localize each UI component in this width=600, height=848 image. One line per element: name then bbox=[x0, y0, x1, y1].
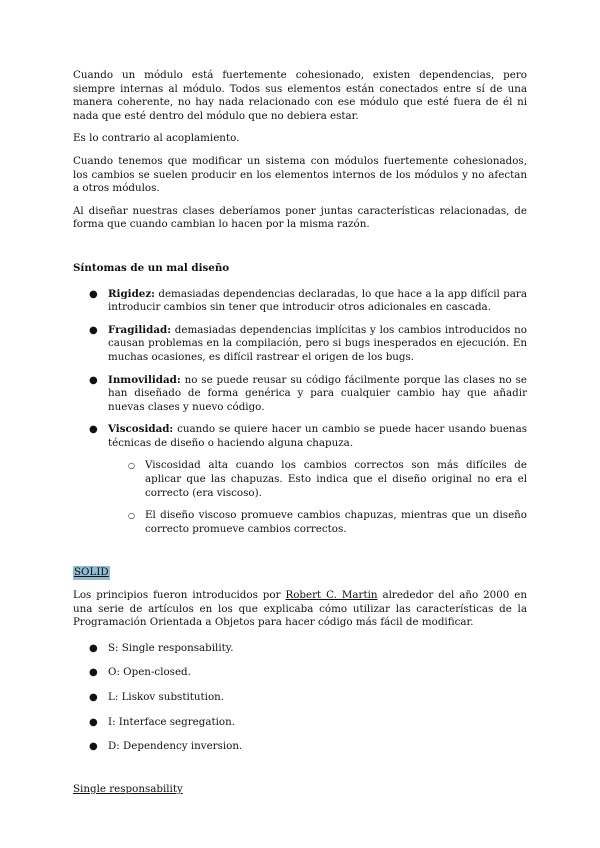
sub-list-item bbox=[73, 459, 527, 500]
paragraph-contrary: Es lo contrario al acoplamiento. bbox=[73, 132, 240, 145]
bullet-icon: ● bbox=[89, 324, 98, 336]
solid-highlight: SOLID bbox=[74, 566, 109, 579]
paragraph-solid-intro bbox=[73, 589, 527, 630]
desc-viscosidad: cuando se quiere hacer un cambio se puede hacer usando buenas técnicas de diseño o haciendo alguna chapuza. bbox=[108, 423, 527, 449]
term-rigidez: Rigidez: bbox=[108, 287, 155, 300]
bullet-icon: ● bbox=[89, 667, 98, 679]
author-link[interactable]: Robert C. Martin bbox=[285, 589, 378, 602]
list-item bbox=[73, 691, 527, 705]
heading-single-responsability bbox=[73, 783, 527, 797]
circle-bullet-icon: ○ bbox=[128, 461, 135, 471]
list-item bbox=[73, 324, 527, 365]
sub-item-text: El diseño viscoso promueve cambios chapuzas, mientras que un diseño correcto promueve cambios correctos. bbox=[145, 509, 527, 535]
bullet-icon: ● bbox=[89, 288, 98, 300]
term-inmovilidad: Inmovilidad: bbox=[108, 373, 181, 386]
principle-i: I: Interface segregation. bbox=[108, 715, 235, 728]
list-item bbox=[73, 666, 527, 680]
solid-intro-text: Los principios fueron introducidos por bbox=[73, 589, 286, 602]
sub-item-text: Viscosidad alta cuando los cambios correctos son más difíciles de aplicar que las chapuzas. Esto indica que el diseño original no era el correcto (era viscoso). bbox=[145, 459, 527, 499]
bullet-icon: ● bbox=[89, 692, 98, 703]
bullet-icon: ● bbox=[89, 716, 98, 728]
principle-d: D: Dependency inversion. bbox=[108, 740, 243, 753]
term-viscosidad: Viscosidad: bbox=[108, 423, 174, 436]
bullet-icon: ● bbox=[89, 642, 98, 654]
heading-sintomas: Síntomas de un mal diseño bbox=[73, 261, 230, 274]
list-item bbox=[73, 288, 527, 315]
solid-principles-list bbox=[73, 642, 527, 754]
circle-bullet-icon: ○ bbox=[128, 511, 135, 521]
list-item bbox=[73, 740, 527, 754]
heading-solid bbox=[73, 566, 527, 580]
single-responsability-title: Single responsability bbox=[73, 782, 183, 795]
desc-inmovilidad: no se puede reusar su código fácilmente porque las clases no se han diseñado de forma genérica y para cualquier cambio hay que añadir nuevas clases y nuevo código. bbox=[108, 373, 527, 413]
paragraph-modify: Cuando tenemos que modificar un sistema con módulos fuertemente cohesionados, los cambios se suelen producir en los elementos internos de los módulos y no afectan a otros módulos. bbox=[73, 154, 527, 195]
sintomas-list bbox=[73, 288, 527, 537]
desc-rigidez: demasiadas dependencias declaradas, lo que hace a la app difícil para introducir cambios sin tener que introducir otros adicionales en cascada. bbox=[108, 287, 527, 314]
principle-s: S: Single responsability. bbox=[108, 641, 234, 654]
list-item bbox=[73, 716, 527, 730]
desc-fragilidad: demasiadas dependencias implícitas y los cambios introducidos no causan problemas en la compilación, pero si bugs inesperados en ejecución. En muchas ocasiones, es difícil rastrear el origen de los bugs. bbox=[108, 323, 527, 363]
paragraph-design-classes: Al diseñar nuestras clases deberíamos poner juntas características relacionadas, de forma que cuando cambian lo hacen por la misma razón. bbox=[73, 204, 527, 231]
bullet-icon: ● bbox=[89, 741, 98, 753]
paragraph-cohesion: Cuando un módulo está fuertemente cohesionado, existen dependencias, pero siempre internas al módulo. Todos sus elementos están conectados entre sí de una manera coherente, no hay nada relacionado con ese módulo que esté fuera de él ni nada que esté dentro del módulo que no debiera estar. bbox=[73, 69, 527, 122]
bullet-icon: ● bbox=[89, 374, 98, 386]
term-fragilidad: Fragilidad: bbox=[108, 323, 172, 336]
principle-o: O: Open-closed. bbox=[108, 666, 191, 679]
list-item bbox=[73, 423, 527, 536]
list-item bbox=[73, 374, 527, 415]
sub-list-item bbox=[73, 509, 527, 536]
list-item bbox=[73, 642, 527, 656]
bullet-icon: ● bbox=[89, 424, 98, 436]
principle-l: L: Liskov substitution. bbox=[108, 691, 225, 703]
viscosidad-sublist bbox=[108, 459, 527, 536]
solid-intro-text-end: alrededor del año 2000 en una serie de artículos en los que explicaba cómo utilizar las características de la Programación Orientada a Objetos para hacer código más fácil de modificar. bbox=[73, 589, 527, 629]
